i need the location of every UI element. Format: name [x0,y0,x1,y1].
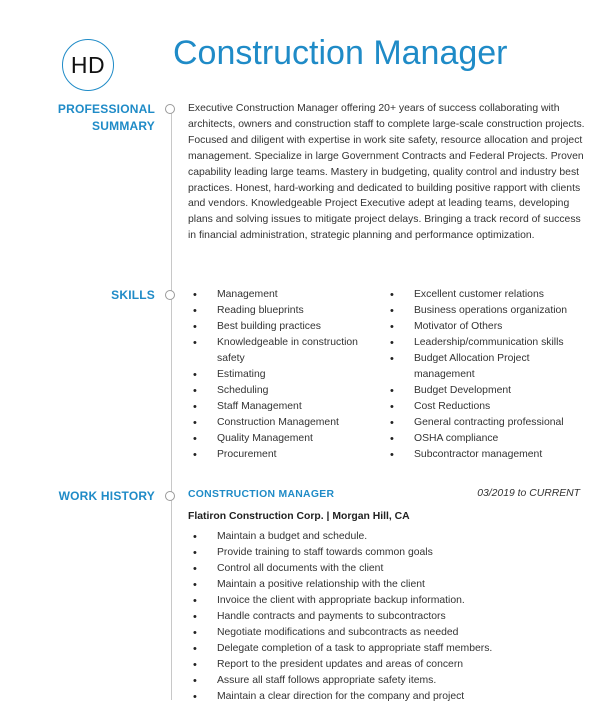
skill-item: • Leadership/communication skills [385,335,585,351]
skill-item: • Reading blueprints [188,303,368,319]
skill-item: • OSHA compliance [385,431,585,447]
skill-item: • Motivator of Others [385,319,585,335]
duty-item: • Maintain a positive relationship with the client [188,577,588,593]
skills-list-left [188,287,368,463]
skill-item: • Estimating [188,367,368,383]
skill-item: • Scheduling [188,383,368,399]
skill-item: • Procurement [188,447,368,463]
skill-item: • Knowledgeable in construction safety [188,335,368,367]
duty-item: • Handle contracts and payments to subcontractors [188,609,588,625]
skill-item: • Staff Management [188,399,368,415]
work-timeline-dot [165,491,175,501]
skill-item: • Budget Development [385,383,585,399]
skills-timeline-dot [165,290,175,300]
timeline-line [171,108,172,700]
skill-item: • Subcontractor management [385,447,585,463]
skills-list-right [385,287,585,463]
duty-item: • Control all documents with the client [188,561,588,577]
summary-heading-line1: PROFESSIONAL [57,102,155,116]
skills-heading: SKILLS [111,288,155,302]
resume-title: Construction Manager [173,34,508,72]
duty-item: • Assure all staff follows appropriate safety items. [188,673,588,689]
initials-text: HD [70,51,106,78]
duty-item: • Negotiate modifications and subcontracts as needed [188,625,588,641]
duties-list [188,529,588,705]
work-history-heading: WORK HISTORY [58,489,155,503]
duty-item: • Maintain a clear direction for the company and project [188,689,588,705]
skill-item: • Business operations organization [385,303,585,319]
duty-item: • Provide training to staff towards common goals [188,545,588,561]
skill-item: • General contracting professional [385,415,585,431]
initials-monogram [62,39,114,91]
duty-item: • Report to the president updates and areas of concern [188,657,588,673]
skill-item: • Excellent customer relations [385,287,585,303]
summary-heading [58,101,155,135]
skill-item: • Construction Management [188,415,368,431]
job-title: CONSTRUCTION MANAGER [188,489,335,500]
skill-item: • Quality Management [188,431,368,447]
summary-text: Executive Construction Manager offering 20+ years of success collaborating with architects, owners and construction staff to complete large-scale construction projects. Focused and diligent with expertise in work site safety, resource allocation and project management. Specialize in large Government Contracts and Federal Projects. Proven capability leading large teams. Mastery in budgeting, quality control and industry best practices. Honest, hard-working and dedicated to building positive rapport with clients and vendors. Knowledgeable Project Executive adept at leading teams, developing plans and solving issues to mitigate project delays. Bringing a track record of success in financial administration, strategic planning and performance optimization. [188,103,585,242]
skill-item: • Management [188,287,368,303]
skill-item: • Best building practices [188,319,368,335]
company-line: Flatiron Construction Corp. | Morgan Hill, CA [188,511,410,522]
duty-item: • Invoice the client with appropriate backup information. [188,593,588,609]
duty-item: • Maintain a budget and schedule. [188,529,588,545]
skill-item: • Budget Allocation Project management [385,351,585,383]
duty-item: • Delegate completion of a task to appropriate staff members. [188,641,588,657]
summary-heading-line2: SUMMARY [92,119,155,133]
skill-item: • Cost Reductions [385,399,585,415]
summary-timeline-dot [165,104,175,114]
job-dates: 03/2019 to CURRENT [477,488,580,499]
